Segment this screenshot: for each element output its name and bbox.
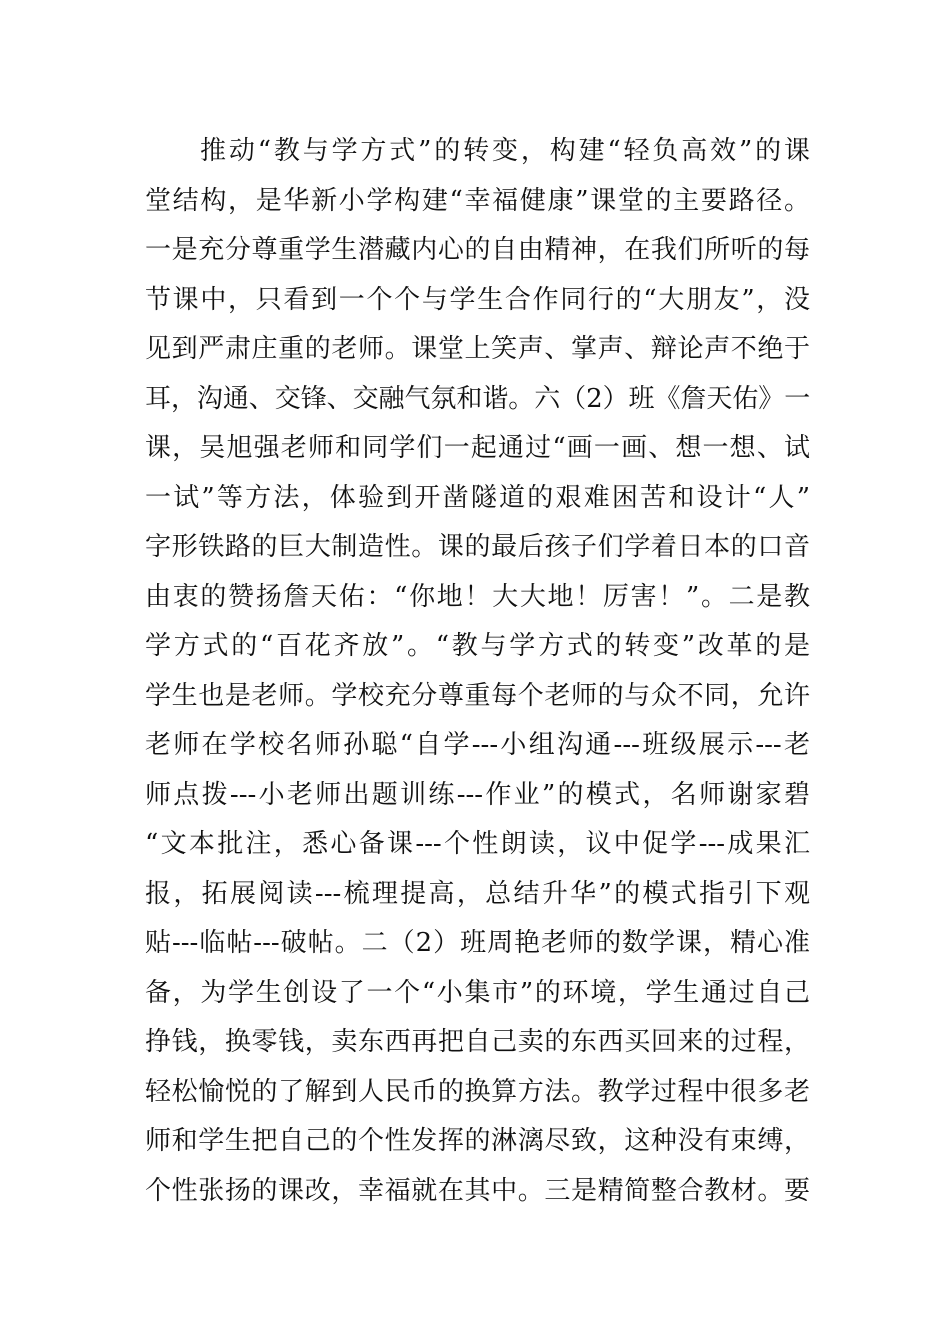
- text-line: 轻松愉悦的了解到人民币的换算方法。教学过程中很多老: [145, 1076, 810, 1107]
- text-line: 一试”等方法，体验到开凿隧道的艰难困苦和设计“人”: [145, 482, 810, 513]
- text-line: 见到严肃庄重的老师。课堂上笑声、掌声、辩论声不绝于: [145, 334, 810, 364]
- text-line: 个性张扬的课改，幸福就在其中。三是精简整合教材。要: [145, 1175, 810, 1206]
- text-line: 节课中，只看到一个个与学生合作同行的“大朋友”，没: [145, 284, 810, 315]
- text-line: 耳，沟通、交锋、交融气氛和谐。六（2）班《詹天佑》一: [145, 383, 810, 414]
- text-line: 师点拨---小老师出题训练---作业”的模式，名师谢家碧: [145, 779, 810, 810]
- text-line: 学生也是老师。学校充分尊重每个老师的与众不同，允许: [145, 680, 810, 711]
- text-line: 一是充分尊重学生潜藏内心的自由精神，在我们所听的每: [145, 235, 810, 265]
- text-line: 推动“教与学方式”的转变，构建“轻负高效”的课: [200, 136, 810, 166]
- text-line: 堂结构，是华新小学构建“幸福健康”课堂的主要路径。: [145, 185, 810, 216]
- text-line: 课，吴旭强老师和同学们一起通过“画一画、想一想、试: [145, 433, 810, 463]
- body-paragraph: [145, 127, 810, 1216]
- text-line: 字形铁路的巨大制造性。课的最后孩子们学着日本的口音: [145, 532, 810, 562]
- text-line: 由衷的赞扬詹天佑：“你地！大大地！厉害！”。二是教: [145, 581, 810, 612]
- text-line: 老师在学校名师孙聪“自学---小组沟通---班级展示---老: [145, 730, 810, 760]
- text-line: 学方式的“百花齐放”。“教与学方式的转变”改革的是: [145, 631, 810, 661]
- text-line: “文本批注，悉心备课---个性朗读，议中促学---成果汇: [145, 829, 810, 859]
- text-line: 师和学生把自己的个性发挥的淋漓尽致，这种没有束缚，: [145, 1126, 810, 1156]
- text-line: 报，拓展阅读---梳理提高，总结升华”的模式指引下观: [145, 878, 810, 909]
- text-line: 备，为学生创设了一个“小集市”的环境，学生通过自己: [145, 977, 810, 1008]
- text-line: 挣钱，换零钱，卖东西再把自己卖的东西买回来的过程，: [145, 1027, 810, 1057]
- text-line: 贴---临帖---破帖。二（2）班周艳老师的数学课，精心准: [145, 928, 810, 958]
